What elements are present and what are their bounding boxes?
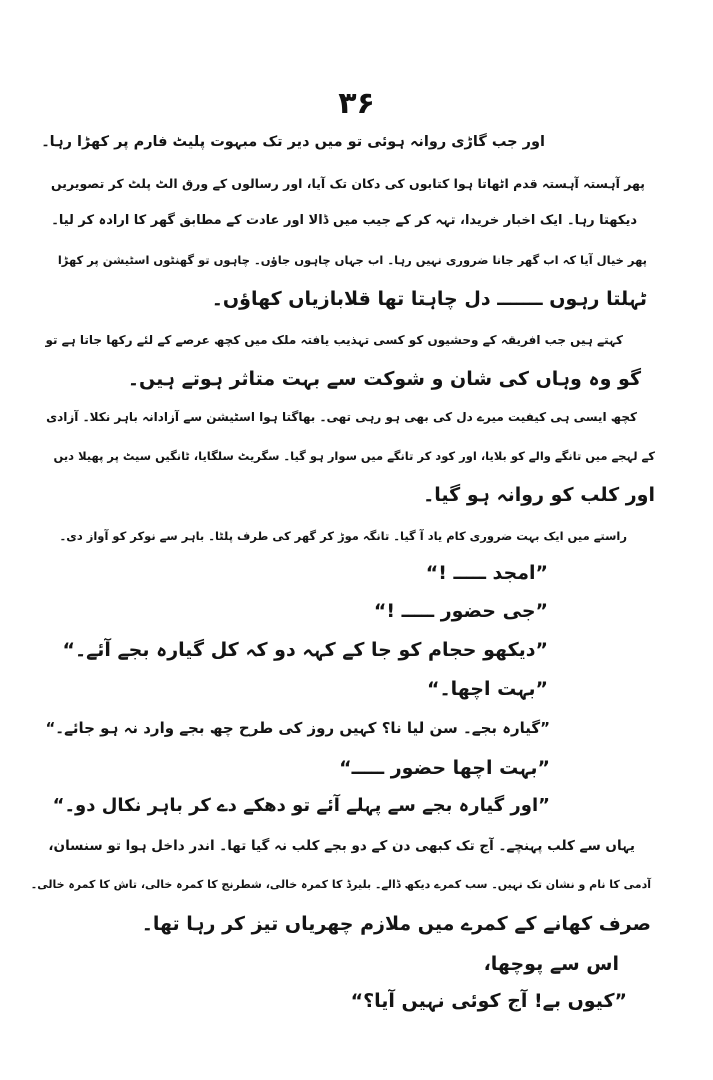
text-line-5: ٹہلتا رہوں ـــــــ دل چاہتا تھا قلابازیاں کھاؤں۔: [211, 288, 647, 310]
text-line-23: ”کیوں بے! آج کوئی نہیں آیا؟“: [350, 990, 627, 1012]
text-line-14: ”دیکھو حجام کو جا کے کہہ دو کہ کل گیارہ بجے آئے۔“: [62, 639, 548, 661]
text-line-15: ”بہت اچھا۔“: [427, 678, 548, 700]
text-line-2: پھر آہستہ آہستہ قدم اٹھاتا ہوا کتابوں کی دکان تک آیا، اور رسالوں کے ورق الٹ پلٹ کر تصویریں: [51, 176, 645, 191]
text-line-8: کچھ ایسی ہی کیفیت میرے دل کی بھی ہو رہی تھی۔ بھاگتا ہوا اسٹیشن سے آزادانہ باہر نکلا۔ آزادی: [46, 410, 637, 424]
text-line-18: ”اور گیارہ بجے سے پہلے آئے تو دھکے دے کر باہر نکال دو۔“: [52, 795, 550, 816]
text-line-17: ”بہت اچھا حضور ـــــ“: [339, 757, 550, 779]
text-line-19: یہاں سے کلب پہنچے۔ آج تک کبھی دن کے دو بجے کلب نہ گیا تھا۔ اندر داخل ہوا تو سنسان،: [48, 838, 635, 854]
page-number: ۳۶: [338, 86, 375, 121]
text-line-4: پھر خیال آیا کہ اب گھر جانا ضروری نہیں رہا۔ اب جہاں چاہوں جاؤں۔ چاہوں تو گھنٹوں اسٹیشن پر کھڑا: [57, 253, 647, 267]
text-line-9: کے لہجے میں تانگے والے کو بلایا، اور کود کر تانگے میں سوار ہو گیا۔ سگریٹ سلگایا، ٹانگیں سیٹ پر پھیلا دیں: [53, 449, 655, 463]
text-line-1: اور جب گاڑی روانہ ہوئی تو میں دیر تک مبہوت پلیٹ فارم پر کھڑا رہا۔: [41, 134, 545, 150]
text-line-3: دیکھتا رہا۔ ایک اخبار خریدا، تہہ کر کے جیب میں ڈالا اور عادت کے مطابق گھر کا ارادہ کر لیا۔: [51, 213, 637, 228]
text-line-20: آدمی کا نام و نشان تک نہیں۔ سب کمرے دیکھ ڈالے۔ بلیرڈ کا کمرہ خالی، شطرنج کا کمرہ خالی، تاش کا کمرہ خالی۔: [30, 878, 651, 891]
text-line-13: ”جی حضور ـــــ !“: [373, 600, 548, 622]
text-line-11: راستے میں ایک بہت ضروری کام یاد آ گیا۔ تانگہ موڑ کر گھر کی طرف پلٹا۔ باہر سے نوکر کو آواز دی۔: [59, 529, 627, 543]
text-line-16: ”گیارہ بجے۔ سن لیا نا؟ کہیں روز کی طرح چھ بجے وارد نہ ہو جائے۔“: [45, 719, 550, 737]
text-line-7: گو وہ وہاں کی شان و شوکت سے بہت متاثر ہوتے ہیں۔: [127, 368, 641, 390]
text-line-6: کہتے ہیں جب افریقہ کے وحشیوں کو کسی تہذیب یافتہ ملک میں کچھ عرصے کے لئے رکھا جاتا ہے تو: [45, 333, 623, 347]
text-line-21: صرف کھانے کے کمرے میں ملازم چھریاں تیز کر رہا تھا۔: [141, 913, 651, 935]
text-line-10: اور کلب کو روانہ ہو گیا۔: [423, 484, 655, 506]
text-line-12: ”امجد ـــــ !“: [425, 562, 548, 584]
text-line-22: اس سے پوچھا،: [483, 953, 619, 975]
